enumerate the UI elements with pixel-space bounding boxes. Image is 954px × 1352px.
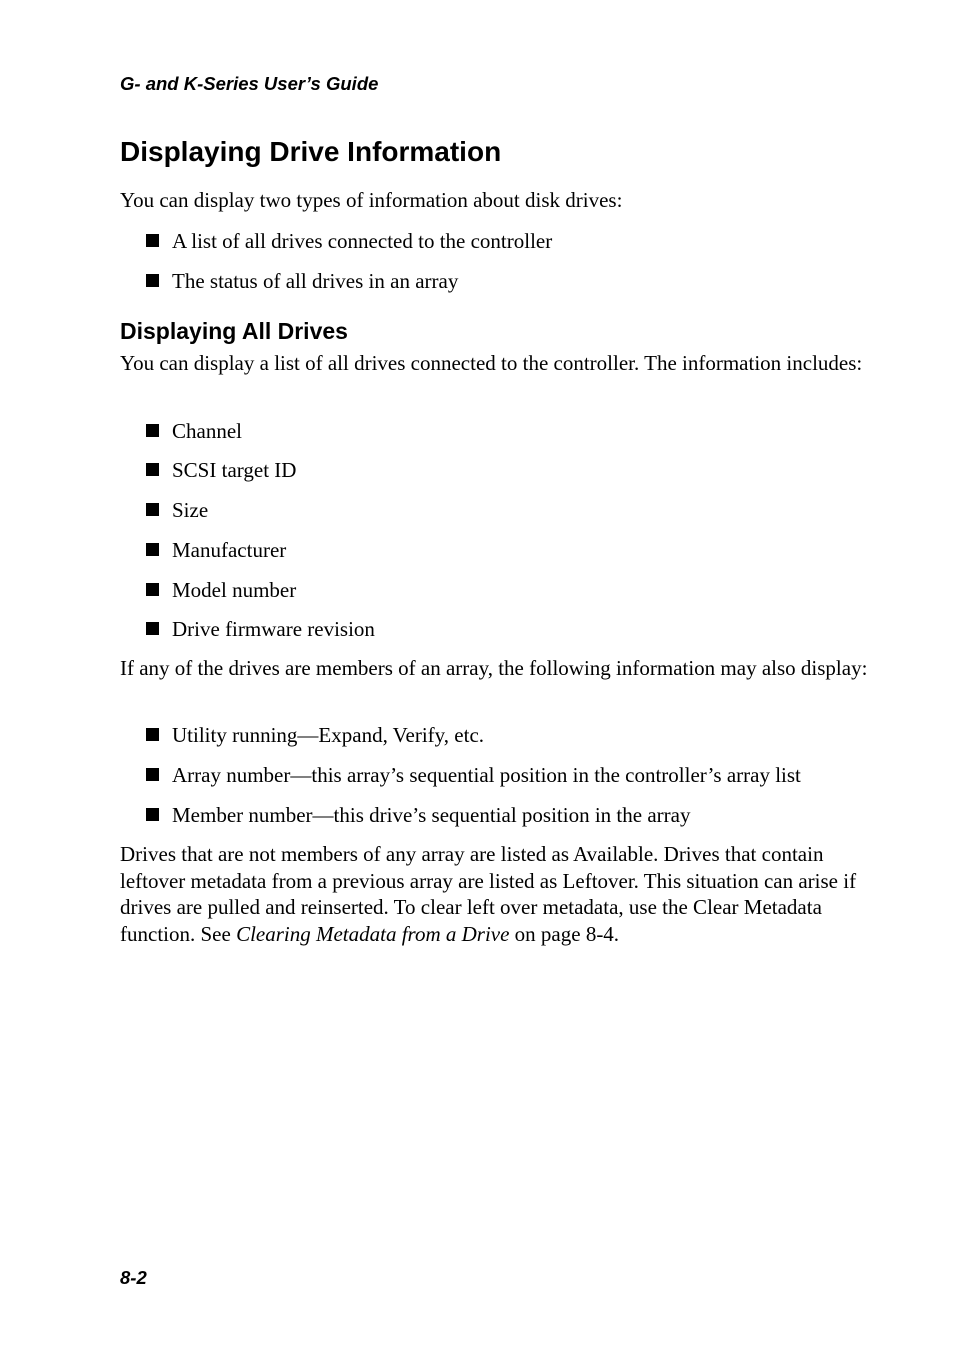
subsection-title: Displaying All Drives [120,318,348,344]
list-item: SCSI target ID [146,457,296,483]
square-bullet-icon [146,503,159,516]
square-bullet-icon [146,424,159,437]
list-item: Channel [146,418,242,444]
list-item: Manufacturer [146,537,286,563]
list-item: Array number—this array’s sequential position in the controller’s array list [146,762,801,788]
list-item: Model number [146,577,296,603]
subsection-intro: You can display a list of all drives connected to the controller. The information includes: [120,351,863,375]
array-intro: If any of the drives are members of an array, the following information may also display: [120,656,868,680]
square-bullet-icon [146,274,159,287]
list-item: A list of all drives connected to the controller [146,228,552,254]
list-item: Drive firmware revision [146,616,375,642]
square-bullet-icon [146,583,159,596]
section-intro: You can display two types of information about disk drives: [120,188,623,212]
running-header: G- and K-Series User’s Guide [120,73,379,94]
square-bullet-icon [146,463,159,476]
square-bullet-icon [146,622,159,635]
square-bullet-icon [146,808,159,821]
cross-reference-link[interactable]: Clearing Metadata from a Drive [236,921,510,946]
list-item: Size [146,497,208,523]
square-bullet-icon [146,728,159,741]
list-item: Utility running—Expand, Verify, etc. [146,722,484,748]
list-item: Member number—this drive’s sequential position in the array [146,802,690,828]
closing-paragraph: Drives that are not members of any array are listed as Available. Drives that contain leftover metadata from a previous array are listed as Leftover. This situation can arise if drives are pulled and reinserted. To clear left over metadata, use the Clear Metadata function. See Clearing Metadata from a Drive on page 8-4. [120,842,857,946]
square-bullet-icon [146,768,159,781]
section-title: Displaying Drive Information [120,136,502,167]
page-number: 8-2 [120,1267,147,1288]
list-item: The status of all drives in an array [146,268,458,294]
square-bullet-icon [146,234,159,247]
square-bullet-icon [146,543,159,556]
